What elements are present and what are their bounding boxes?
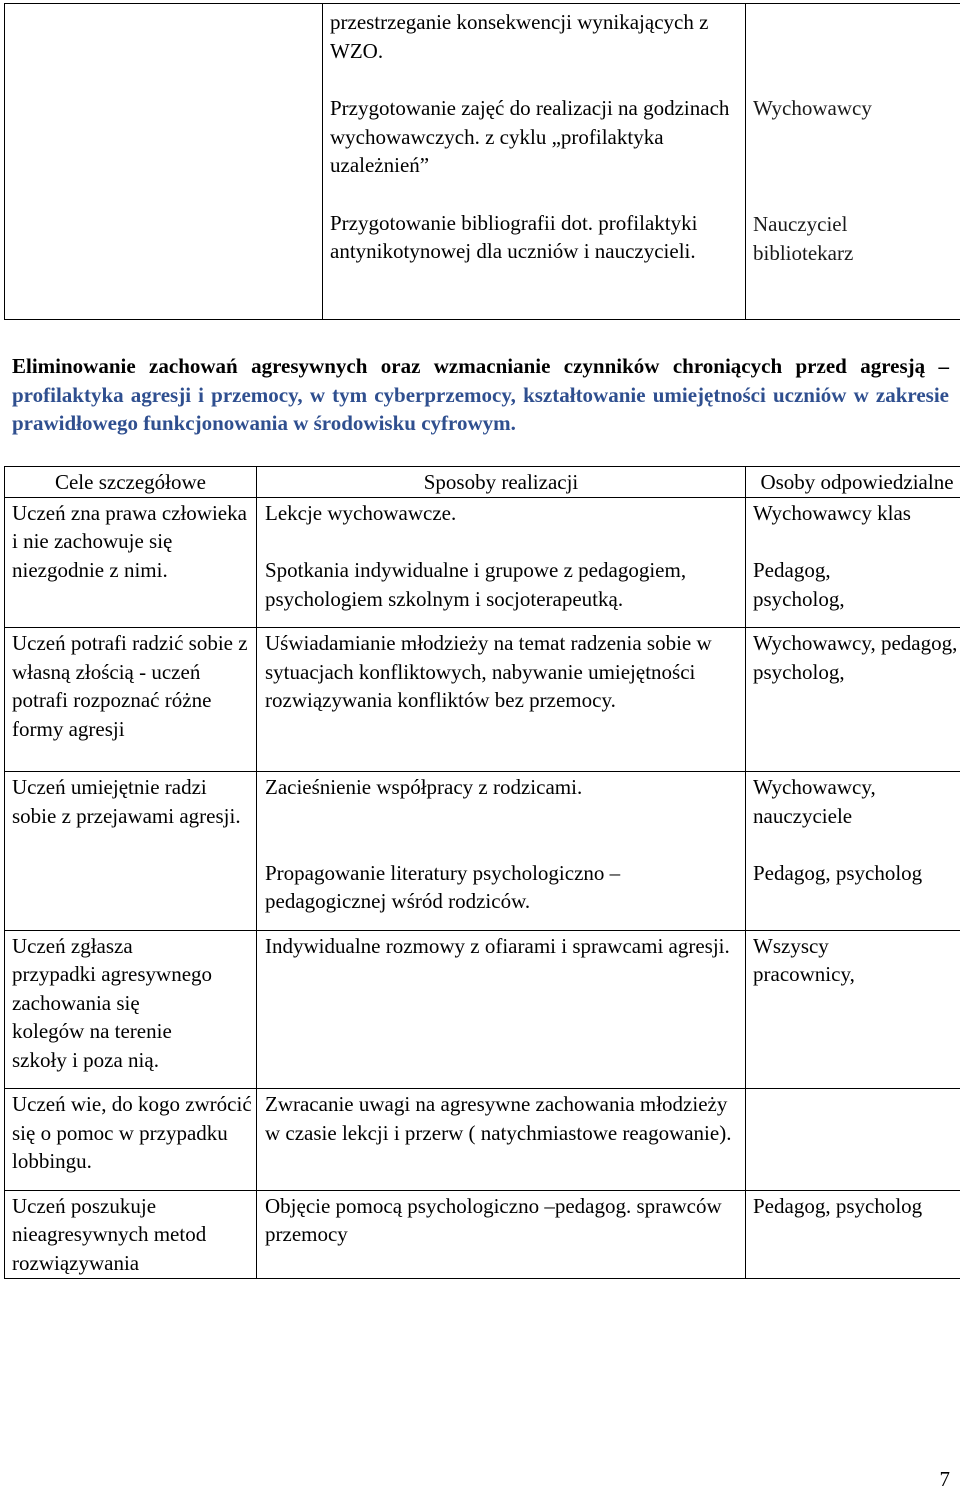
goal-cell: Uczeń zna prawa człowieka i nie zachowuje się niezgodnie z nimi. xyxy=(5,497,257,628)
person-text: Wszyscy pracownicy, xyxy=(753,933,855,986)
column-header: Sposoby realizacji xyxy=(257,467,746,498)
table-row xyxy=(5,4,960,320)
header-row xyxy=(5,467,960,498)
persons-cell xyxy=(746,930,960,1089)
methods-cell xyxy=(257,1190,746,1279)
aggression-table xyxy=(4,466,960,1279)
table-row xyxy=(5,772,960,931)
methods-cell xyxy=(257,930,746,1089)
method-text: Propagowanie literatury psychologiczno – pedagogicznej wśród rodziców. xyxy=(265,860,621,913)
goal-cell: Uczeń umiejętnie radzi sobie z przejawami agresji. xyxy=(5,772,257,931)
person-text: Pedagog, psycholog, xyxy=(753,558,845,611)
method-text: Indywidualne rozmowy z ofiarami i sprawcami agresji. xyxy=(265,933,730,958)
persons-cell xyxy=(746,628,960,772)
table-row xyxy=(5,1089,960,1191)
heading-lead: Eliminowanie zachowań agresywnych oraz wzmacnianie czynników chroniących przed agresją – xyxy=(12,354,949,378)
column-header: Cele szczegółowe xyxy=(5,467,257,498)
persons-cell xyxy=(746,772,960,931)
goal-cell: Uczeń poszukuje nieagresywnych metod rozwiązywania xyxy=(5,1190,257,1279)
method-text: przestrzeganie konsekwencji wynikających z WZO. xyxy=(330,10,709,63)
methods-cell xyxy=(257,628,746,772)
persons-cell xyxy=(746,1089,960,1191)
method-text: Objęcie pomocą psychologiczno –pedagog. sprawców przemocy xyxy=(265,1193,722,1246)
method-text: Uświadamianie młodzieży na temat radzenia sobie w sytuacjach konfliktowych, nabywanie umiejętności rozwiązywania konfliktów bez przemocy. xyxy=(265,631,712,712)
goal-cell: Uczeń potrafi radzić sobie z własną złością - uczeń potrafi rozpoznać różne formy agresji xyxy=(5,628,257,772)
table-row xyxy=(5,1190,960,1279)
person-text: Wychowawcy, nauczyciele xyxy=(753,775,876,828)
method-text: Przygotowanie bibliografii dot. profilaktyki antynikotynowej dla uczniów i nauczycieli. xyxy=(330,210,698,263)
page-number: 7 xyxy=(939,1467,950,1491)
persons-cell xyxy=(746,1190,960,1279)
methods-cell xyxy=(257,497,746,628)
person-text: Wychowawcy, pedagog, psycholog, xyxy=(753,631,958,684)
table-row xyxy=(5,497,960,628)
person-text: Wychowawcy klas xyxy=(753,500,911,525)
person-text: Wychowawcy xyxy=(753,96,872,120)
column-header: Osoby odpowiedzialne xyxy=(746,467,960,498)
persons-cell xyxy=(746,4,960,320)
persons-cell xyxy=(746,497,960,628)
methods-cell xyxy=(257,772,746,931)
person-text: Pedagog, psycholog xyxy=(753,861,923,885)
person-text: Nauczyciel bibliotekarz xyxy=(753,212,854,265)
goal-cell: Uczeń zgłasza przypadki agresywnego zachowania się kolegów na terenie szkoły i poza nią. xyxy=(5,930,257,1089)
method-text: Lekcje wychowawcze. xyxy=(265,500,457,525)
goal-cell: Uczeń wie, do kogo zwrócić się o pomoc w przypadku lobbingu. xyxy=(5,1089,257,1191)
continued-table xyxy=(4,3,960,320)
section-heading xyxy=(12,352,949,438)
table-row xyxy=(5,930,960,1089)
table-row xyxy=(5,628,960,772)
person-text: Pedagog, psycholog xyxy=(753,1193,923,1218)
methods-cell xyxy=(323,4,746,320)
empty-cell xyxy=(5,4,323,320)
method-text: Zacieśnienie współpracy z rodzicami. xyxy=(265,775,583,799)
heading-rest: profilaktyka agresji i przemocy, w tym cyberprzemocy, kształtowanie umiejętności uczniów w zakresie prawidłowego funkcjonowania w środowisku cyfrowym. xyxy=(12,382,949,435)
methods-cell xyxy=(257,1089,746,1191)
method-text: Spotkania indywidualne i grupowe z pedagogiem, psychologiem szkolnym i socjoterapeutką. xyxy=(265,558,687,611)
method-text: Przygotowanie zajęć do realizacji na godzinach wychowawczych. z cyklu „profilaktyka uzależnień” xyxy=(330,96,730,177)
method-text: Zwracanie uwagi na agresywne zachowania młodzieży w czasie lekcji i przerw ( natychmiastowe reagowanie). xyxy=(265,1092,732,1145)
